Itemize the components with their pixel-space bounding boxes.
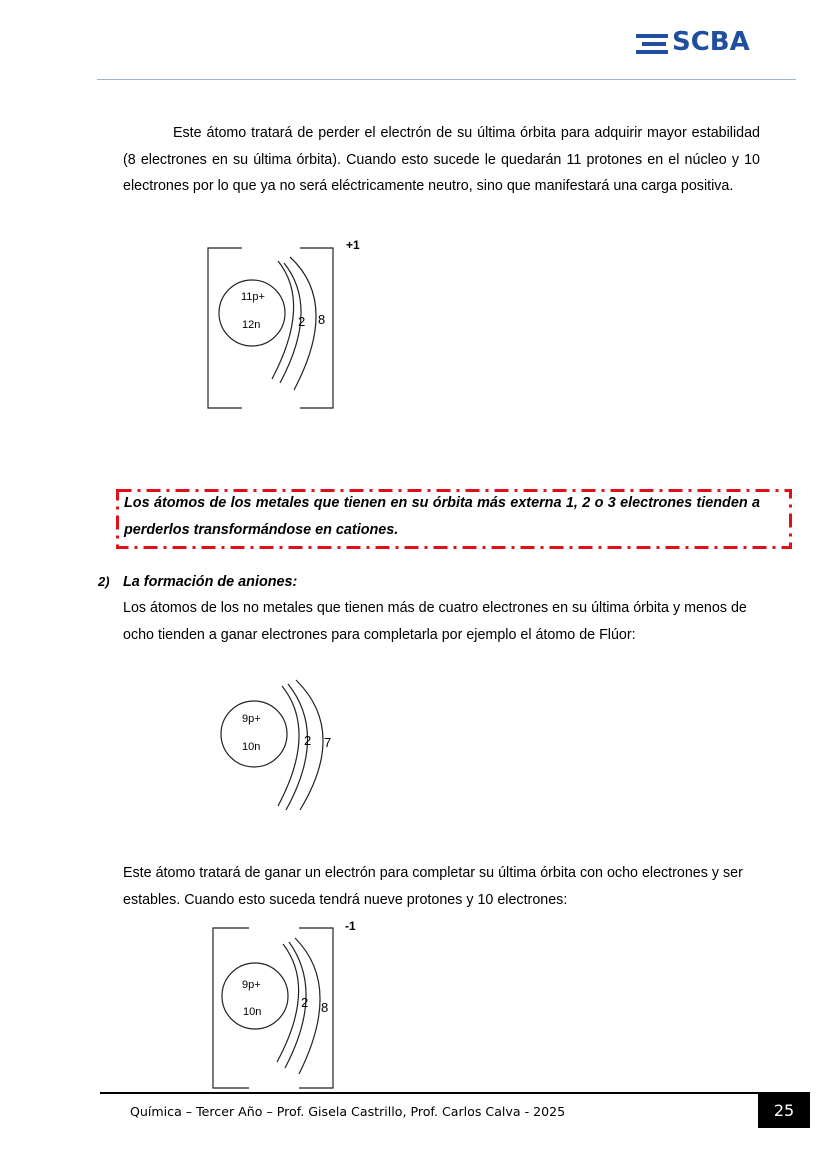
shell-2-count: 8 [318,312,326,327]
protons-label: 9p+ [242,713,261,725]
logo-bar-bottom [636,50,668,54]
section-2-heading [98,571,297,593]
sodium-ion-diagram [200,233,380,418]
logo-text: SCBA [672,27,750,57]
shell-1-count: 2 [301,995,309,1010]
neutrons-label: 12n [242,319,261,331]
nucleus-circle [222,963,288,1029]
fluoride-ion-svg [205,914,375,1094]
shell-1-count: 2 [298,314,306,329]
fluorine-atom-svg [200,676,350,816]
intro-paragraph: Este átomo tratará de perder el electrón de su última órbita para adquirir mayor estabilidad (8 electrones en su última órbita). Cuando esto sucede le quedarán 11 protones en el núcleo y 10 electrones por lo que ya no será eléctricamente neutro, sino que manifestará una carga positiva. [123,125,760,194]
logo-bar-top [636,34,668,38]
second-paragraph: Este átomo tratará de ganar un electrón para completar su última órbita con ocho electrones y ser estables. Cuando esto suceda tendrá nueve protones y 10 electrones: [123,865,743,908]
header-rule [97,79,796,80]
shell-2-count: 8 [321,1000,329,1015]
section-2-paragraph: Los átomos de los no metales que tienen más de cuatro electrones en su última órbita y menos de ocho tienden a ganar electrones para completarla por ejemplo el átomo de Flúor: [123,600,747,643]
page-number: 25 [758,1094,810,1128]
fluoride-ion-diagram [205,914,375,1094]
nucleus-circle [221,701,287,767]
callout-text: Los átomos de los metales que tienen en su órbita más externa 1, 2 o 3 electrones tienden a perderlos transformándose en cationes. [124,495,760,538]
protons-label: 11p+ [241,291,265,303]
footer-rule [100,1092,810,1094]
section-2-title: La formación de aniones: [123,574,298,590]
footer-text: Química – Tercer Año – Prof. Gisela Castrillo, Prof. Carlos Calva - 2025 [130,1104,566,1119]
scba-logo [636,27,788,58]
logo-bar-middle [642,42,666,46]
shell-2-count: 7 [324,735,332,750]
orbit-1-arc [278,686,299,806]
fluorine-atom-diagram [200,676,350,816]
neutrons-label: 10n [242,741,261,753]
shell-1-count: 2 [304,733,312,748]
sodium-ion-svg [200,233,380,418]
cations-callout [116,489,792,549]
protons-label: 9p+ [242,979,261,991]
section-2-number: 2) [98,574,110,589]
charge-label: -1 [345,919,356,933]
charge-label: +1 [346,238,360,252]
bracket-left [208,248,242,408]
nucleus-circle [219,280,285,346]
neutrons-label: 10n [243,1006,262,1018]
